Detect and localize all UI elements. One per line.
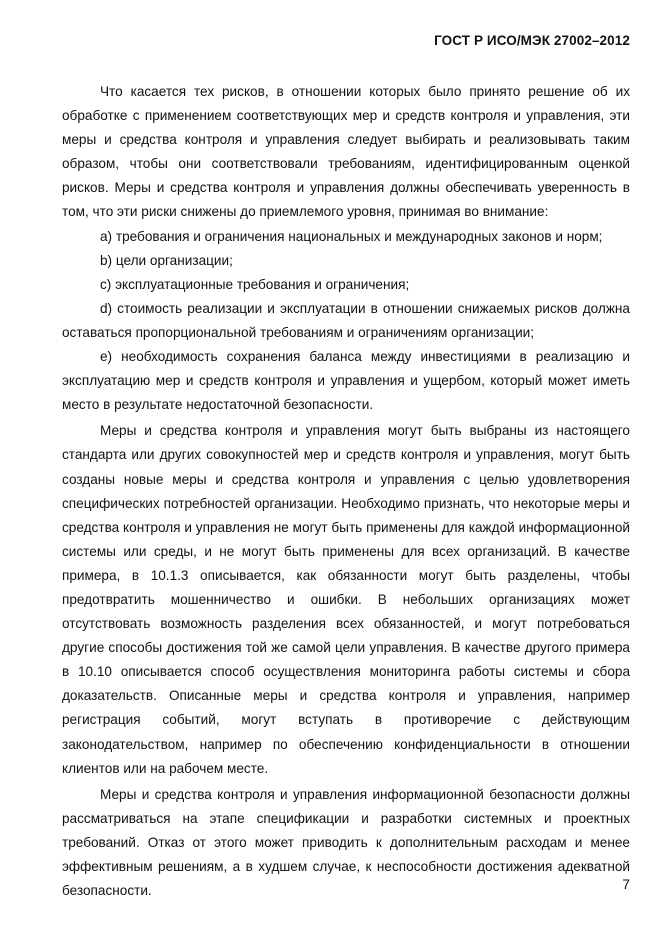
list-item-d: d) стоимость реализации и эксплуатации в отношении снижаемых рисков должна оставаться пропорциональной требованиям и ограничениям организации; [62,300,630,340]
page-number: 7 [622,876,630,892]
list-item-e: e) необходимость сохранения баланса между инвестициями в реализацию и эксплуатацию мер и средств контроля и управления и ущербом, который может иметь место в результате недостаточной безопасности. [62,349,630,413]
paragraph-intro: Что касается тех рисков, в отношении которых было принято решение об их обработке с применением соответствующих мер и средств контроля и управления, эти меры и средства контроля и управления следует выбирать и реализовывать таким образом, чтобы они соответствовали требованиям, идентифицированным оценкой рисков. Меры и средства контроля и управления должны обеспечивать уверенность в том, что эти риски снижены до приемлемого уровня, принимая во внимание: [62,84,630,220]
list-item-c: c) эксплуатационные требования и ограничения; [100,276,410,292]
paragraph-design-stage: Меры и средства контроля и управления информационной безопасности должны рассматриваться на этапе спецификации и разработки системных и проектных требований. Отказ от этого может приводить к дополнительным расходам и менее эффективным решениям, а в худшем случае, к неспособности достижения адекватной безопасности. [62,786,630,899]
page-body [62,80,630,903]
list-item-a: a) требования и ограничения национальных и международных законов и норм; [100,228,603,244]
paragraph-selection: Меры и средства контроля и управления могут быть выбраны из настоящего стандарта или других совокупностей мер и средств контроля и управления, могут быть созданы новые меры и средства контроля и управления с целью удовлетворения специфических потребностей организации. Необходимо признать, что некоторые меры и средства контроля и управления не могут быть применены для каждой информационной системы или среды, и не могут быть применены для всех организаций. В качестве примера, в 10.1.3 описывается, как обязанности могут быть разделены, чтобы предотвратить мошенничество и ошибки. В небольших организациях может отсутствовать возможность разделения всех обязанностей, и могут потребоваться другие способы достижения той же самой цели управления. В качестве другого примера в 10.10 описывается способ осуществления мониторинга работы системы и сбора доказательств. Описанные меры и средства контроля и управления, например регистрация событий, могут вступать в противоречие с действующим законодательством, например по обеспечению конфиденциальности в отношении клиентов или на рабочем месте. [62,423,630,776]
document-header: ГОСТ Р ИСО/МЭК 27002–2012 [434,33,630,48]
list-item-b: b) цели организации; [100,252,233,268]
